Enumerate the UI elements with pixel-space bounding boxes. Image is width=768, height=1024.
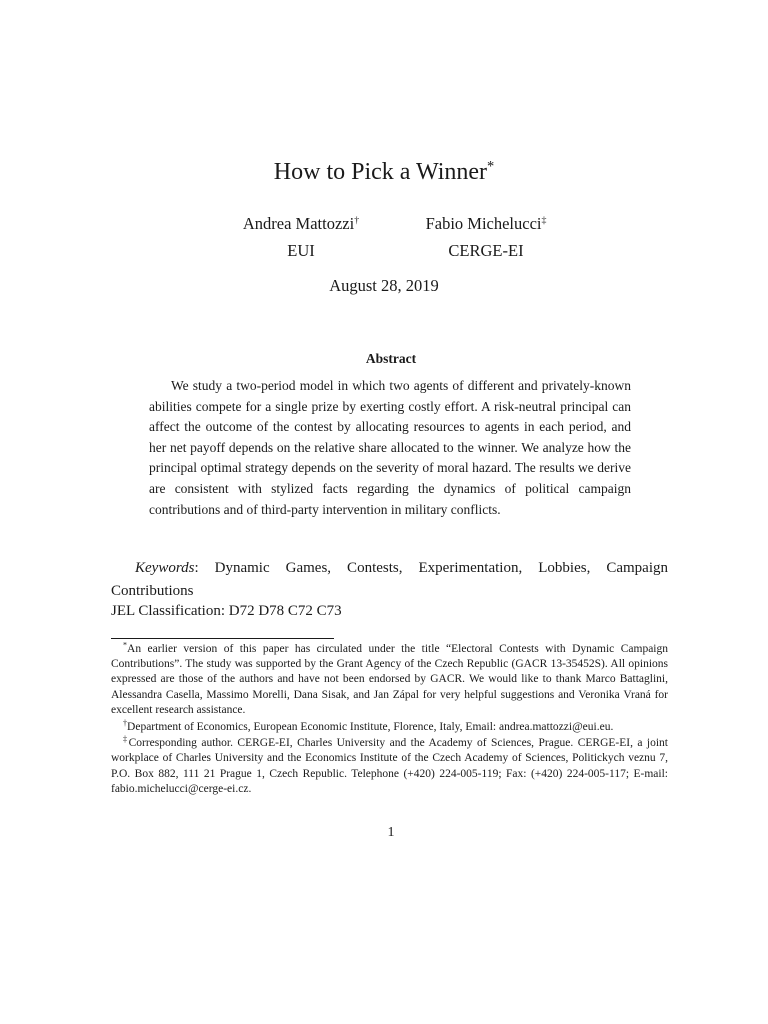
title-text: How to Pick a Winner (273, 159, 488, 185)
footnote-3-text: Corresponding author. CERGE-EI, Charles University and the Academy of Sciences, Prague. CERGE-EI, a joint workplace of Charles University and the Economics Institute of the Czech Academy of Sciences, Politickych veznu 7, P.O. Box 882, 111 21 Prague 1, Czech Republic. Telephone (+420) 224-005-119; Fax: (+420) 224-005-117; E-mail: fabio.michelucci@cerge-ei.cz. (111, 737, 668, 795)
author-1-affiliation: EUI (287, 241, 315, 260)
author-1-name: Andrea Mattozzi (242, 214, 355, 233)
title-footnote-mark: * (487, 158, 495, 175)
paper-title (0, 156, 768, 188)
footnote-1 (111, 642, 668, 718)
abstract-heading: Abstract (365, 351, 417, 366)
footnote-rule (111, 638, 334, 639)
author-1-mark: † (354, 215, 360, 227)
author-1-line (214, 210, 388, 237)
author-2 (400, 210, 572, 264)
footnote-1-text: An earlier version of this paper has circulated under the title “Electoral Contests with Dynamic Campaign Contributions”. The study was supported by the Grant Agency of the Czech Republic (GACR 13-35452S). All opinions expressed are those of the authors and have not been endorsed by GACR. We would like to thank Marco Battaglini, Alessandra Casella, Massimo Morelli, Dana Sisak, and Jan Zápal for very helpful suggestions and Veronika Vraná for excellent research assistance. (111, 643, 668, 716)
footnotes (111, 642, 668, 799)
footnote-2-text: Department of Economics, European Economic Institute, Florence, Italy, Email: andrea.mattozzi@eui.eu. (127, 720, 614, 733)
keywords-list: : Dynamic Games, Contests, Experimentation, Lobbies, Campaign Contributions (111, 560, 668, 599)
footnote-3-mark: ‡ (123, 734, 129, 744)
author-2-name: Fabio Michelucci (425, 214, 542, 233)
footnote-1-mark: * (123, 640, 128, 650)
abstract-text: We study a two-period model in which two agents of different and privately-known abilities compete for a single prize by exerting costly effort. A risk-neutral principal can affect the outcome of the contest by allocating resources to agents in each period, and her net payoff depends on the relative share allocated to the winner. We analyze how the principal optimal strategy depends on the severity of moral hazard. The results we derive are consistent with stylized facts regarding the dynamics of political campaign contributions and of third-party intervention in military conflicts. (149, 378, 631, 517)
footnote-2 (111, 720, 668, 735)
footnote-3 (111, 736, 668, 797)
author-2-affiliation: CERGE-EI (448, 241, 524, 260)
paper-date: August 28, 2019 (329, 276, 439, 295)
author-2-line (400, 210, 572, 237)
author-2-mark: ‡ (541, 215, 547, 227)
jel-classification: JEL Classification: D72 D78 C72 C73 (111, 603, 342, 619)
footnote-2-mark: † (123, 718, 128, 728)
page-number: 1 (387, 825, 395, 840)
keywords-label: Keywords (135, 560, 195, 576)
author-1 (214, 210, 388, 264)
keywords (111, 557, 668, 602)
